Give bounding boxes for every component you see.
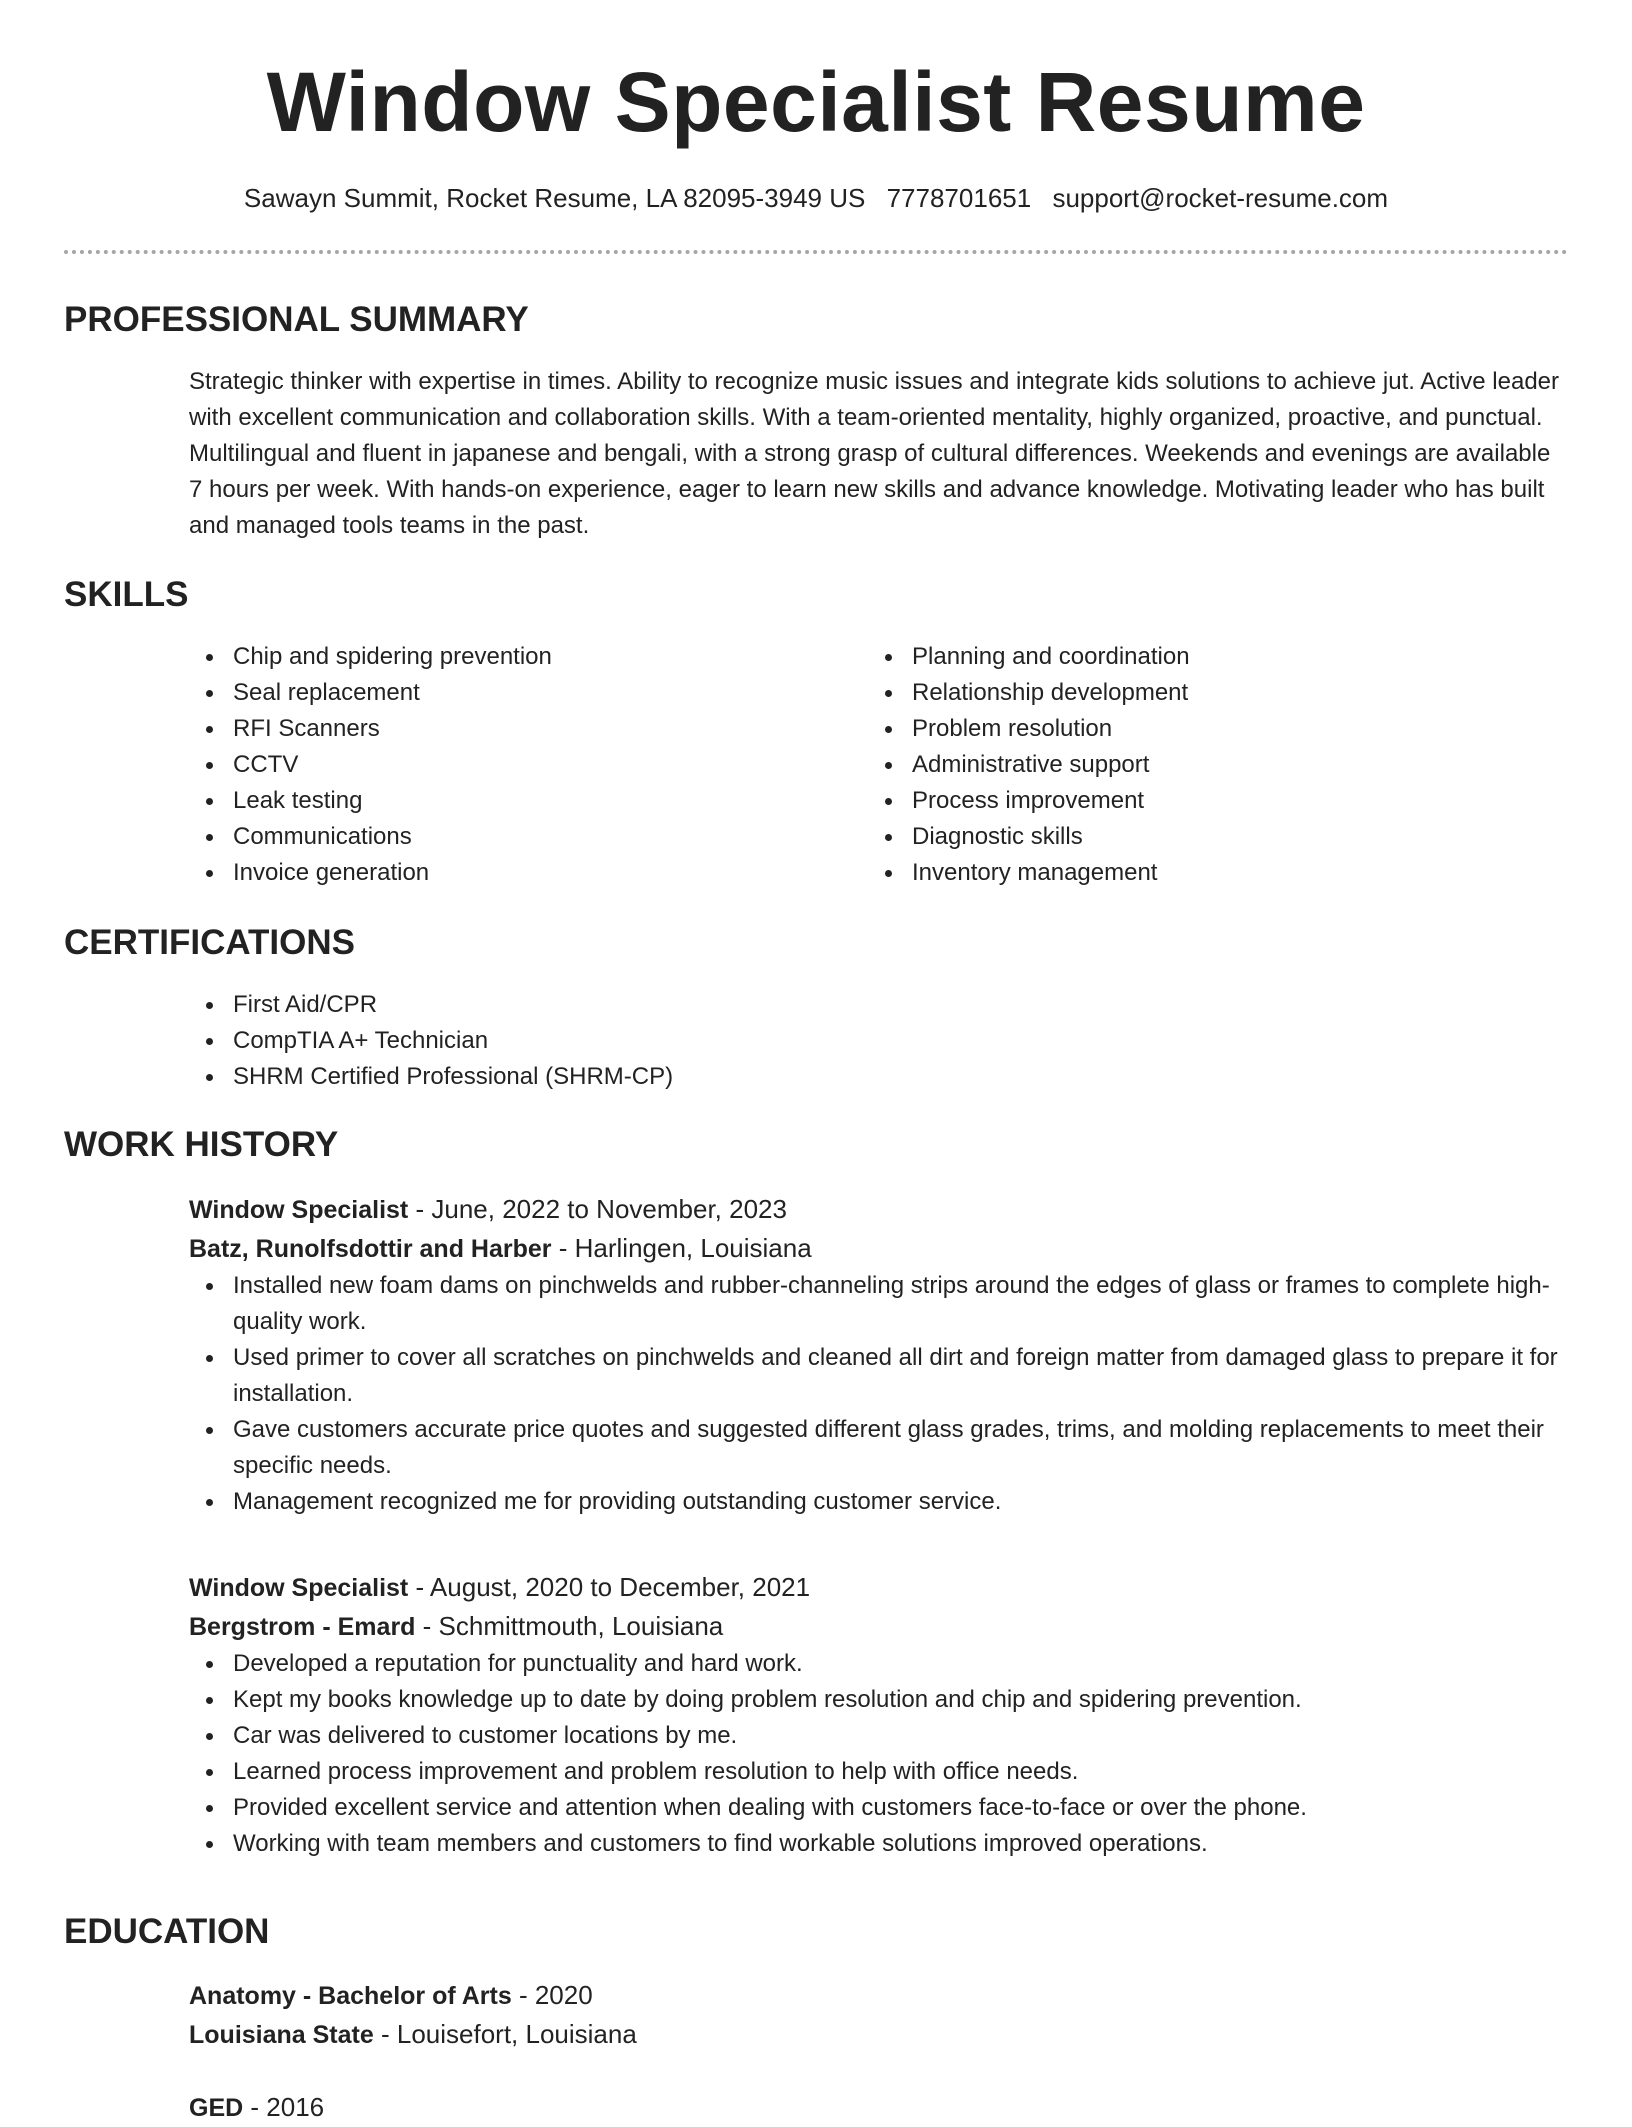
job-title: Window Specialist	[189, 1574, 409, 1602]
job-duty-item: Management recognized me for providing outstanding customer service.	[189, 1484, 1569, 1520]
skill-item: Inventory management	[868, 855, 1508, 891]
skills-list-right	[868, 639, 1508, 891]
skill-item: CCTV	[189, 747, 829, 783]
job-duty-item: Working with team members and customers to find workable solutions improved operations.	[189, 1826, 1569, 1862]
skill-item: Leak testing	[189, 783, 829, 819]
job-duty-item: Developed a reputation for punctuality and hard work.	[189, 1646, 1569, 1682]
job-dates: - August, 2020 to December, 2021	[408, 1572, 811, 1602]
section-heading-certifications: CERTIFICATIONS	[64, 923, 356, 962]
education-location: - Louisefort, Louisiana	[373, 2019, 637, 2049]
skill-item: Administrative support	[868, 747, 1508, 783]
skill-item: Relationship development	[868, 675, 1508, 711]
job-duty-item: Kept my books knowledge up to date by doing problem resolution and chip and spidering prevention.	[189, 1682, 1569, 1718]
education-degree-line	[189, 1976, 1569, 2015]
job-duties-list	[189, 1268, 1569, 1520]
skill-item: Chip and spidering prevention	[189, 639, 829, 675]
job-duty-item: Provided excellent service and attention when dealing with customers face-to-face or over the phone.	[189, 1790, 1569, 1826]
job-company-line	[189, 1229, 1569, 1268]
certification-item: First Aid/CPR	[189, 987, 1569, 1023]
job-company: Batz, Runolfsdottir and Harber	[189, 1235, 552, 1263]
job-location: - Schmittmouth, Louisiana	[415, 1611, 724, 1641]
job-company: Bergstrom - Emard	[189, 1613, 416, 1641]
job-entry	[189, 1190, 1569, 1520]
skill-item: Problem resolution	[868, 711, 1508, 747]
skill-item: Process improvement	[868, 783, 1508, 819]
job-duty-item: Installed new foam dams on pinchwelds and rubber-channeling strips around the edges of glass or frames to complete high-quality work.	[189, 1268, 1569, 1340]
skill-item: Invoice generation	[189, 855, 829, 891]
education-entry	[189, 1976, 1569, 2054]
skill-item: Planning and coordination	[868, 639, 1508, 675]
resume-title: Window Specialist Resume	[266, 55, 1366, 149]
job-duty-item: Learned process improvement and problem resolution to help with office needs.	[189, 1754, 1569, 1790]
contact-line	[0, 180, 1632, 216]
skill-item: Communications	[189, 819, 829, 855]
education-degree: Anatomy - Bachelor of Arts	[189, 1982, 512, 2010]
education-school-line	[189, 2015, 1569, 2054]
job-entry	[189, 1568, 1569, 1862]
job-duty-item: Gave customers accurate price quotes and suggested different glass grades, trims, and molding replacements to meet their specific needs.	[189, 1412, 1569, 1484]
skills-column-left	[189, 639, 829, 891]
contact-email: support@rocket-resume.com	[1052, 183, 1389, 213]
job-title-line	[189, 1568, 1569, 1607]
education-degree: GED	[189, 2094, 244, 2122]
section-heading-skills: SKILLS	[64, 575, 189, 614]
skill-item: Diagnostic skills	[868, 819, 1508, 855]
section-heading-work-history: WORK HISTORY	[64, 1125, 339, 1164]
education-year: - 2016	[243, 2092, 325, 2122]
education-year: - 2020	[511, 1980, 593, 2010]
header-divider	[64, 250, 1568, 254]
education-degree-line	[189, 2088, 1569, 2127]
education-entry	[189, 2088, 1569, 2127]
job-location: - Harlingen, Louisiana	[551, 1233, 812, 1263]
job-title-line	[189, 1190, 1569, 1229]
summary-text: Strategic thinker with expertise in times. Ability to recognize music issues and integrate kids solutions to achieve jut. Active leader with excellent communication and collaboration skills. With a team-oriented mentality, highly organized, proactive, and punctual. Multilingual and fluent in japanese and bengali, with a strong grasp of cultural differences. Weekends and evenings are available 7 hours per week. With hands-on experience, eager to learn new skills and advance knowledge. Motivating leader who has built and managed tools teams in the past.	[189, 368, 1560, 539]
job-duties-list	[189, 1646, 1569, 1862]
certifications-list	[189, 987, 1569, 1095]
skills-column-right	[868, 639, 1508, 891]
skill-item: RFI Scanners	[189, 711, 829, 747]
certifications-block	[189, 987, 1569, 1095]
education-school: Louisiana State	[189, 2021, 374, 2049]
certification-item: CompTIA A+ Technician	[189, 1023, 1569, 1059]
job-company-line	[189, 1607, 1569, 1646]
job-dates: - June, 2022 to November, 2023	[408, 1194, 787, 1224]
skills-list-left	[189, 639, 829, 891]
summary-block	[189, 364, 1567, 544]
skill-item: Seal replacement	[189, 675, 829, 711]
section-heading-education: EDUCATION	[64, 1912, 270, 1951]
contact-address: Sawayn Summit, Rocket Resume, LA 82095-3949 US	[243, 183, 866, 213]
job-duty-item: Car was delivered to customer locations by me.	[189, 1718, 1569, 1754]
contact-phone: 7778701651	[886, 183, 1032, 213]
certification-item: SHRM Certified Professional (SHRM-CP)	[189, 1059, 1569, 1095]
job-title: Window Specialist	[189, 1196, 409, 1224]
job-duty-item: Used primer to cover all scratches on pinchwelds and cleaned all dirt and foreign matter from damaged glass to prepare it for installation.	[189, 1340, 1569, 1412]
section-heading-summary: PROFESSIONAL SUMMARY	[64, 300, 529, 339]
